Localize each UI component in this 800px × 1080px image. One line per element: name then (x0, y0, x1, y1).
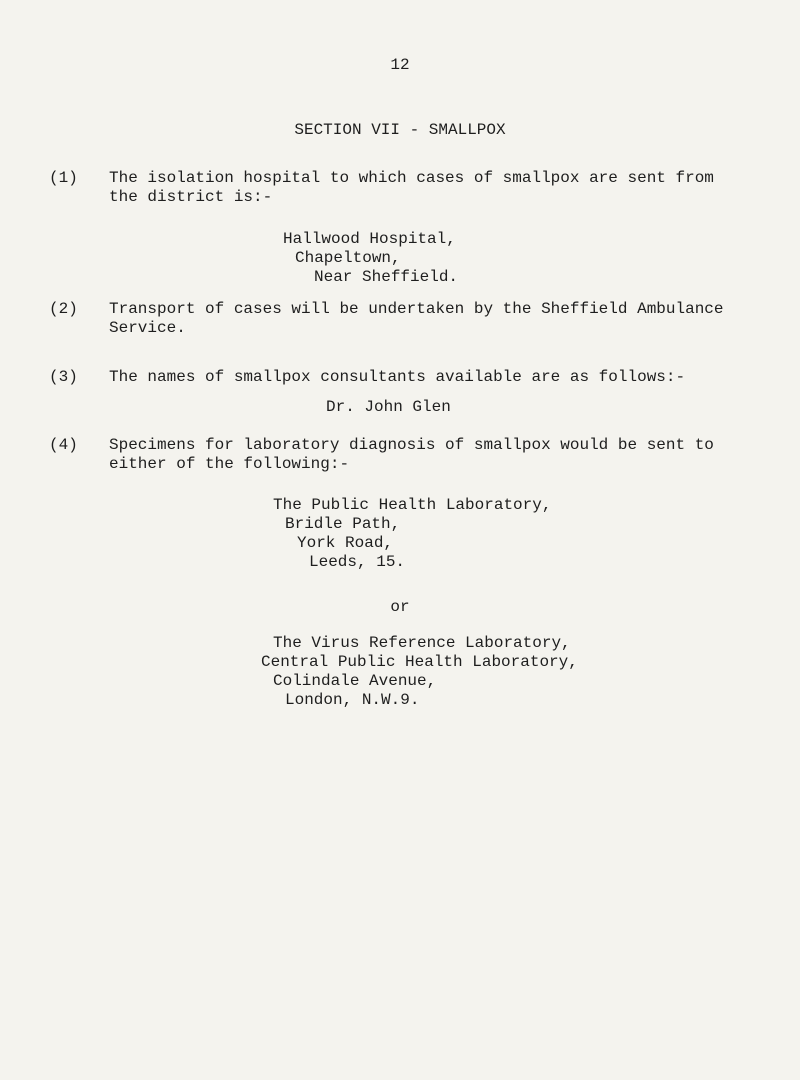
item-2-line-1: Transport of cases will be undertaken by the Sheffield Ambulance (109, 300, 724, 318)
item-4-line-1: Specimens for laboratory diagnosis of smallpox would be sent to (109, 436, 714, 454)
item-text-2 (109, 300, 769, 338)
address-line: The Public Health Laboratory, (273, 496, 552, 514)
consultant-name: Dr. John Glen (326, 398, 451, 416)
item-text-4 (109, 436, 769, 474)
item-text-1 (109, 169, 769, 207)
item-number-3: (3) (49, 368, 78, 386)
address-line: Central Public Health Laboratory, (261, 653, 578, 671)
item-3-line-1: The names of smallpox consultants available are as follows:- (109, 368, 686, 386)
address-line: Bridle Path, (285, 515, 401, 533)
address-line: Colindale Avenue, (273, 672, 437, 690)
address-line: London, N.W.9. (285, 691, 420, 709)
item-4-line-2: either of the following:- (109, 455, 350, 473)
item-number-2: (2) (49, 300, 78, 318)
address-line: Hallwood Hospital, (283, 230, 456, 248)
address-line: Chapeltown, (295, 249, 401, 267)
section-title: SECTION VII - SMALLPOX (294, 121, 506, 139)
address-line: York Road, (297, 534, 394, 552)
item-text-3 (109, 368, 769, 387)
address-line: The Virus Reference Laboratory, (273, 634, 571, 652)
item-number-1: (1) (49, 169, 78, 187)
separator-or: or (390, 598, 410, 616)
item-2-line-2: Service. (109, 319, 186, 337)
hospital-address (283, 230, 458, 287)
item-1-line-1: The isolation hospital to which cases of smallpox are sent from (109, 169, 714, 187)
address-line: Near Sheffield. (314, 268, 459, 286)
item-1-line-2: the district is:- (109, 188, 273, 206)
leeds-laboratory-address (273, 496, 551, 572)
address-line: Leeds, 15. (309, 553, 406, 571)
london-laboratory-address (261, 634, 578, 710)
item-number-4: (4) (49, 436, 78, 454)
page-number: 12 (390, 56, 410, 74)
